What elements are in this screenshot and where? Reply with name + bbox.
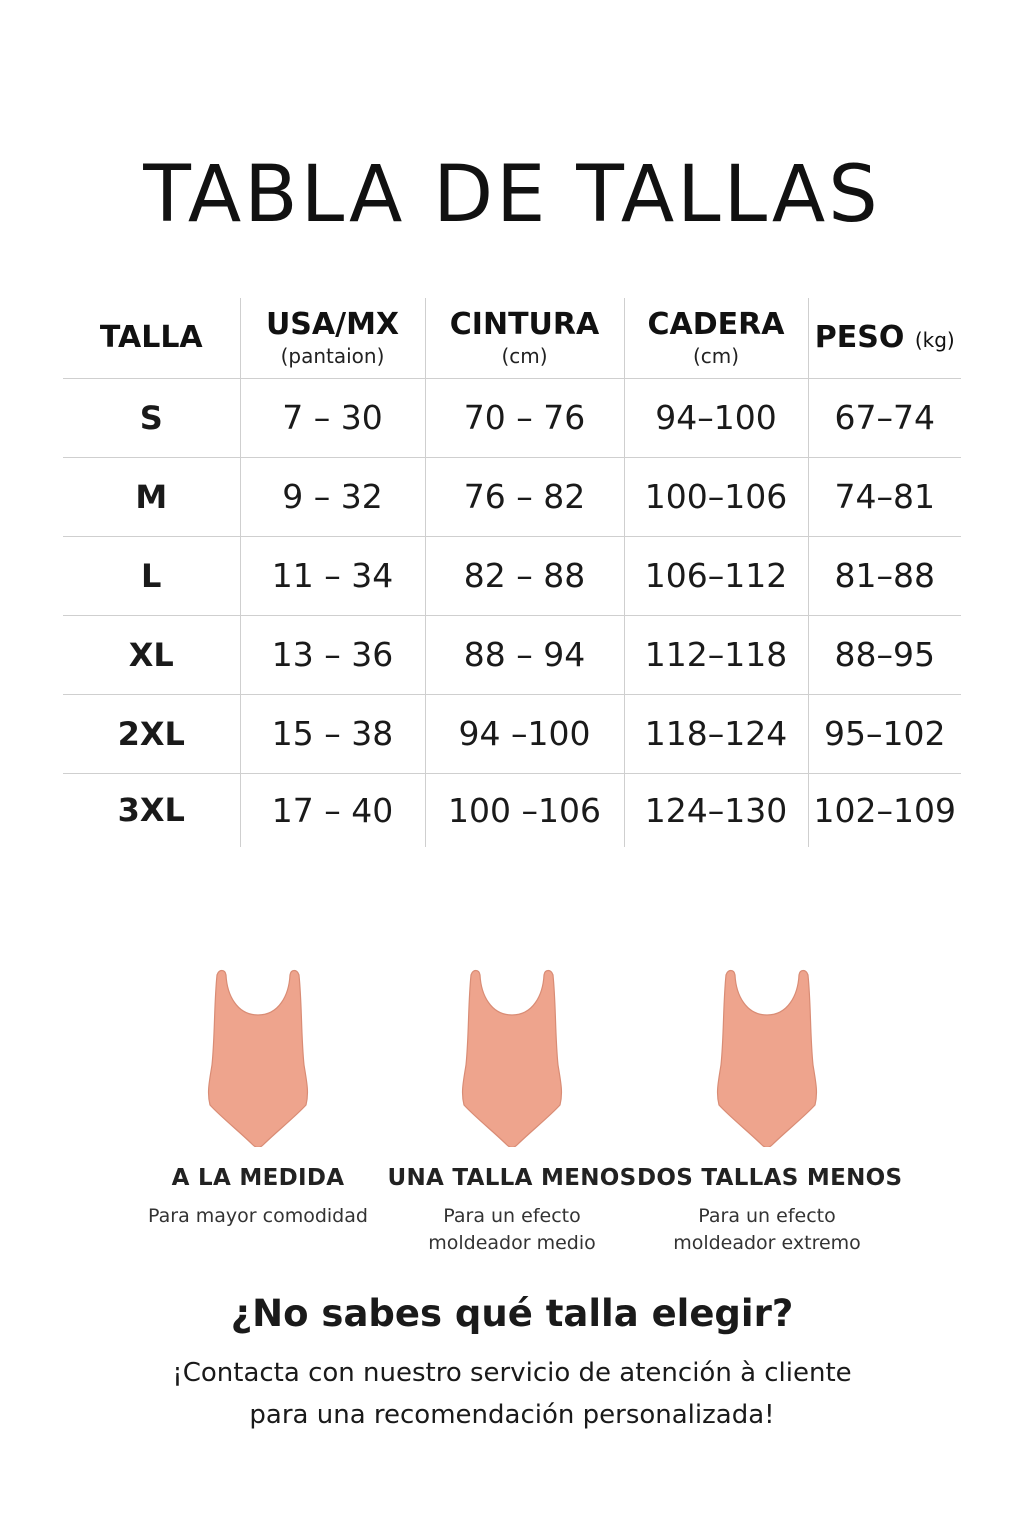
help-question: ¿No sabes qué talla elegir? [230,1292,794,1335]
size-cell: L [63,536,240,615]
usa-mx-cell: 13 – 36 [240,615,425,694]
cintura-cell: 100 –106 [425,773,624,847]
fit-options [0,965,1024,1265]
cadera-cell: 112–118 [624,615,808,694]
cintura-cell: 82 – 88 [425,536,624,615]
fit-title: A LA MEDIDA [171,1165,345,1191]
table-row [63,457,961,536]
bodysuit-icon [203,965,313,1147]
bodysuit-icon [457,965,567,1147]
fit-desc-line: moldeador medio [428,1232,596,1254]
fit-una-talla-menos [382,965,642,1257]
size-cell: S [63,378,240,457]
fit-desc-line: Para un efecto [698,1205,836,1227]
bodysuit-icon [712,965,822,1147]
header-unit: (pantaion) [280,344,385,369]
fit-a-la-medida [128,965,388,1230]
table-row [63,378,961,457]
table-row [63,694,961,773]
size-table [63,298,961,847]
fit-desc-line: Para un efecto [443,1205,581,1227]
page-title: TABLA DE TALLAS [143,150,881,240]
size-cell: M [63,457,240,536]
usa-mx-cell: 11 – 34 [240,536,425,615]
cintura-cell: 94 –100 [425,694,624,773]
header-unit: (cm) [692,344,740,369]
fit-title: UNA TALLA MENOS [387,1165,637,1191]
peso-cell: 81–88 [808,536,961,615]
help-contact-text [0,1352,1024,1436]
cadera-cell: 94–100 [624,378,808,457]
header-cadera [624,298,808,378]
cintura-cell: 70 – 76 [425,378,624,457]
usa-mx-cell: 15 – 38 [240,694,425,773]
usa-mx-cell: 9 – 32 [240,457,425,536]
header-usa-mx [240,298,425,378]
header-unit: (cm) [501,344,548,369]
peso-cell: 74–81 [808,457,961,536]
fit-desc-line: moldeador extremo [673,1232,861,1254]
size-cell: XL [63,615,240,694]
fit-description [637,1203,897,1257]
table-header-row [63,298,961,378]
cadera-cell: 100–106 [624,457,808,536]
header-label: USA/MX [265,307,400,343]
fit-description [128,1203,388,1230]
header-label: CINTURA [449,307,600,343]
contact-line: para una recomendación personalizada! [249,1400,775,1430]
fit-description [382,1203,642,1257]
peso-cell: 102–109 [808,773,961,847]
cintura-cell: 76 – 82 [425,457,624,536]
size-cell: 2XL [63,694,240,773]
table-row [63,773,961,847]
header-cintura [425,298,624,378]
contact-line: ¡Contacta con nuestro servicio de atención à cliente [172,1358,852,1388]
header-peso [808,298,961,378]
fit-desc-line: Para mayor comodidad [148,1205,368,1227]
usa-mx-cell: 17 – 40 [240,773,425,847]
table-row [63,615,961,694]
cadera-cell: 124–130 [624,773,808,847]
size-cell: 3XL [117,791,185,830]
header-label: CADERA [647,307,785,343]
cadera-cell: 106–112 [624,536,808,615]
header-talla [63,298,240,378]
cadera-cell: 118–124 [624,694,808,773]
table-row [63,536,961,615]
cintura-cell: 88 – 94 [425,615,624,694]
peso-cell: 95–102 [808,694,961,773]
fit-title: DOS TALLAS MENOS [637,1165,903,1191]
header-unit: (kg) [914,328,955,353]
peso-cell: 88–95 [808,615,961,694]
usa-mx-cell: 7 – 30 [240,378,425,457]
header-label: PESO [814,320,905,356]
peso-cell: 67–74 [808,378,961,457]
header-label: TALLA [99,320,203,356]
fit-dos-tallas-menos [637,965,903,1257]
